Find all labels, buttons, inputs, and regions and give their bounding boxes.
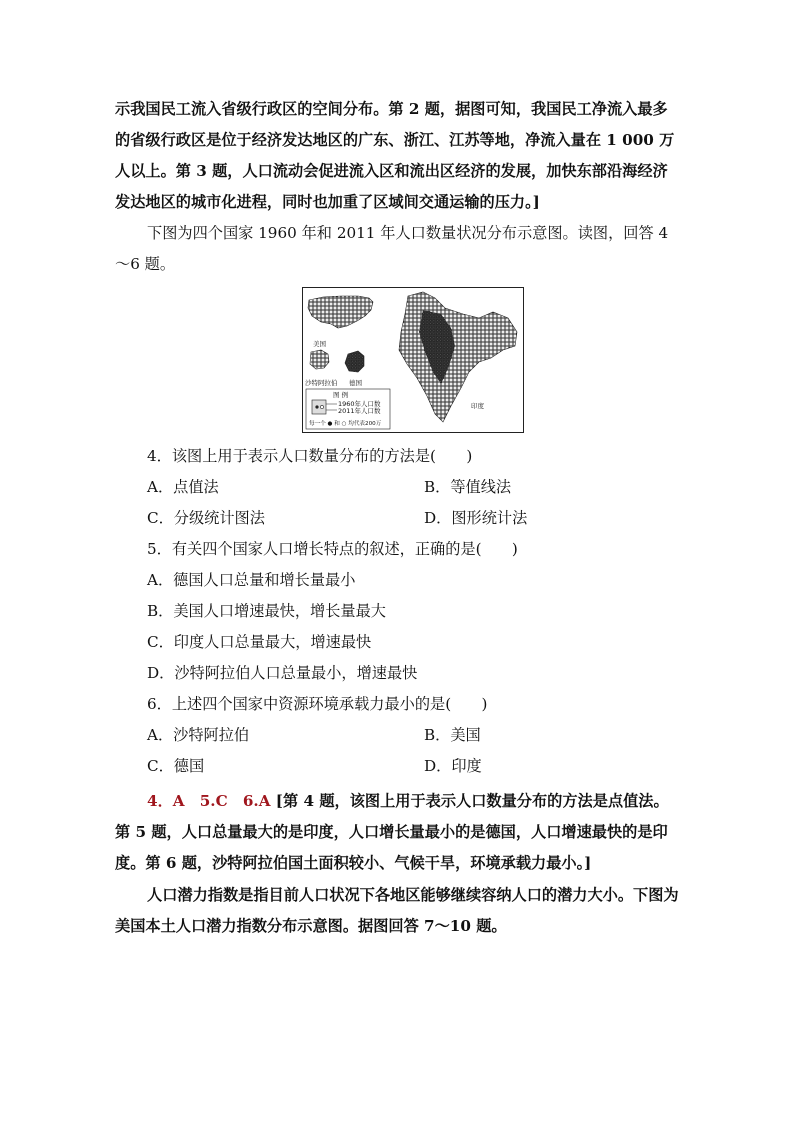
answer-key: 4．A 5.C 6.A bbox=[147, 792, 271, 810]
legend-note: 每一个 ● 和 ○ 均代表200万 bbox=[309, 421, 382, 427]
germany-label: 德国 bbox=[349, 379, 362, 387]
legend-dot-2011 bbox=[320, 405, 323, 408]
legend-dot-1960 bbox=[315, 405, 318, 408]
lead-paragraph: 下图为四个国家 1960 年和 2011 年人口数量状况分布示意图。读图，回答 4～6 题。 bbox=[115, 224, 669, 273]
saudi-shape bbox=[310, 350, 329, 369]
question-5-stem: 5．有关四个国家人口增长特点的叙述，正确的是( ) bbox=[147, 540, 518, 558]
usa-label: 美国 bbox=[313, 340, 326, 348]
saudi-label: 沙特阿拉伯 bbox=[305, 379, 338, 387]
dot-map-svg bbox=[303, 288, 523, 432]
germany-shape bbox=[345, 351, 364, 372]
usa-shape bbox=[308, 296, 373, 328]
question-4-option-b[interactable]: B．等值线法 bbox=[424, 478, 512, 496]
population-dot-map-figure bbox=[302, 287, 524, 433]
closing-paragraph: 人口潜力指数是指目前人口状况下各地区能够继续容纳人口的潜力大小。下图为美国本土人口潜力指数分布示意图。据图回答 7～10 题。 bbox=[115, 886, 679, 935]
question-5-option-a[interactable]: A．德国人口总量和增长量最小 bbox=[147, 571, 356, 589]
india-shape bbox=[399, 292, 517, 422]
question-5-option-c[interactable]: C．印度人口总量最大，增速最快 bbox=[147, 633, 372, 651]
legend bbox=[306, 389, 390, 429]
legend-2011: 2011年人口数 bbox=[338, 407, 381, 415]
question-6-stem: 6．上述四个国家中资源环境承载力最小的是( ) bbox=[147, 695, 488, 713]
answer-explanation: [第 4 题，该图上用于表示人口数量分布的方法是点值法。第 5 题，人口总量最大的是印度，人口增长量最小的是德国，人口增速最快的是印度。第 6 题，沙特阿拉伯国土面积较小、气候干旱，环境承载力最小。] bbox=[115, 792, 669, 872]
question-5-option-b[interactable]: B．美国人口增速最快，增长量最大 bbox=[147, 602, 386, 620]
question-4-stem: 4．该图上用于表示人口数量分布的方法是( ) bbox=[147, 447, 473, 465]
legend-title: 图 例 bbox=[333, 391, 349, 399]
question-4-option-a[interactable]: A．点值法 bbox=[147, 478, 219, 496]
legend-1960: 1960年人口数 bbox=[338, 400, 381, 408]
answer-paragraph bbox=[115, 786, 681, 879]
question-5-option-d[interactable]: D．沙特阿拉伯人口总量最小，增速最快 bbox=[147, 664, 418, 682]
question-4-option-d[interactable]: D．图形统计法 bbox=[424, 509, 528, 527]
question-6-option-c[interactable]: C．德国 bbox=[147, 757, 205, 775]
india-label: 印度 bbox=[471, 402, 484, 410]
question-6-option-d[interactable]: D．印度 bbox=[424, 757, 482, 775]
question-6-option-b[interactable]: B．美国 bbox=[424, 726, 481, 744]
intro-paragraph: 示我国民工流入省级行政区的空间分布。第 2 题，据图可知，我国民工净流入最多的省级行政区是位于经济发达地区的广东、浙江、江苏等地，净流入量在 1 000 万人以上。第 3 题，人口流动会促进流入区和流出区经济的发展，加快东部沿海经济发达地区的城市化进程，同时也加重了区域间交通运输的压力。] bbox=[115, 100, 675, 211]
question-4-option-c[interactable]: C．分级统计图法 bbox=[147, 509, 265, 527]
question-6-option-a[interactable]: A．沙特阿拉伯 bbox=[147, 726, 250, 744]
